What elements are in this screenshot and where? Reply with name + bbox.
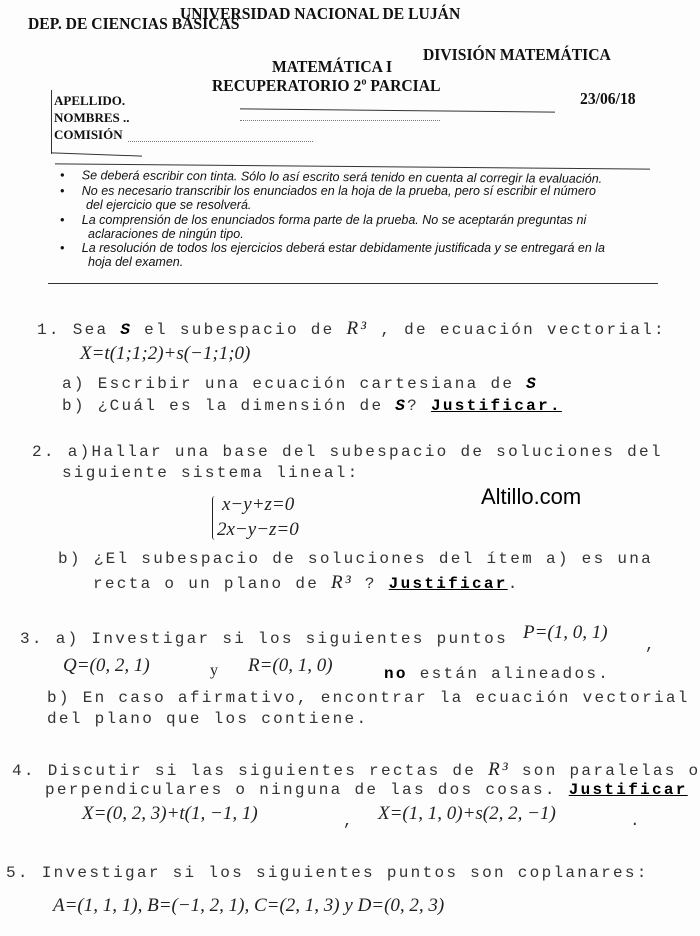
apellido-label: APELLIDO. xyxy=(54,93,126,108)
system-eq-1: x−y+z=0 xyxy=(222,494,295,515)
nombres-line[interactable] xyxy=(240,120,440,121)
division: DIVISIÓN MATEMÁTICA xyxy=(423,45,611,64)
exercise-3-a: 3. a) Investigar si los siguientes puntos xyxy=(20,630,508,648)
instruction-3: La comprensión de los enunciados forma parte de la prueba. No se aceptarán preguntas ni xyxy=(81,212,587,227)
system-brace xyxy=(212,496,215,540)
exercise-5-points: A=(1, 1, 1), B=(−1, 2, 1), C=(2, 1, 3) y D=(0, 2, 3) xyxy=(53,895,445,916)
exercise-3-b-cont: del plano que los contiene. xyxy=(47,710,369,728)
dot: . xyxy=(630,812,642,830)
comma: , xyxy=(343,812,355,830)
line-1: X=(0, 2, 3)+t(1, −1, 1) xyxy=(82,803,258,824)
instruction-2: No es necesario transcribir los enunciados en la hoja de la prueba, pero sí escribir el número xyxy=(81,184,596,199)
instruction-4: La resolución de todos los ejercicios deberá estar debidamente justificada y se entregará en la xyxy=(81,241,605,256)
point-R: R=(0, 1, 0) xyxy=(248,655,333,676)
exercise-1-statement: 1. Sea S el subespacio de R³ , de ecuación vectorial: xyxy=(37,318,666,339)
exercise-1-a: a) Escribir una ecuación cartesiana de S xyxy=(62,375,539,393)
comision-line[interactable] xyxy=(128,141,313,142)
line-2: X=(1, 1, 0)+s(2, 2, −1) xyxy=(378,803,556,824)
comision-label: COMISIÓN xyxy=(54,127,123,142)
department: DEP. DE CIENCIAS BÁSICAS xyxy=(28,14,240,33)
field-box-border xyxy=(51,90,52,154)
watermark: Altillo.com xyxy=(481,484,582,509)
instructions: • Se deberá escribir con tinta. Sólo lo así escrito será tenido en cuenta al corregir la evaluación. • No es necesario transcribir los enunciados en la hoja de la prueba, pero sí escribir el número del ejercicio que se resolverá. • La comprensión de los enunciados forma parte de la prueba. No se aceptarán preguntas ni aclaraciones de ningún tipo. • La resolución de todos los ejercicios deberá estar debidamente justificada y se entregará en la hoja del examen. xyxy=(59,168,605,270)
exercise-2-a: 2. a)Hallar una base del subespacio de soluciones del xyxy=(32,443,663,461)
exercise-1-b: b) ¿Cuál es la dimensión de S? Justificar. xyxy=(62,397,562,415)
exercise-2-b-cont: recta o un plano de R³ ? Justificar. xyxy=(93,572,520,593)
exercise-4-cont: perpendiculares o ninguna de las dos cosas. Justificar xyxy=(45,781,688,799)
exam-date: 23/06/18 xyxy=(580,89,636,108)
nombres-label: NOMBRES .. xyxy=(54,110,130,125)
exam-title: RECUPERATORIO 2º PARCIAL xyxy=(212,76,441,95)
exercise-4-statement: 4. Discutir si las siguientes rectas de R³ son paralelas o xyxy=(12,759,700,780)
exercise-3-b: b) En caso afirmativo, encontrar la ecuación vectorial xyxy=(47,689,690,707)
point-Q: Q=(0, 2, 1) xyxy=(63,655,150,676)
comma: , xyxy=(645,636,657,654)
apellido-line[interactable] xyxy=(240,108,555,112)
instruction-4-cont: hoja del examen. xyxy=(88,255,184,270)
conjunction-y: y xyxy=(210,662,218,679)
divider-bottom xyxy=(48,283,658,284)
course-title: MATEMÁTICA I xyxy=(272,57,393,76)
instruction-1: Se deberá escribir con tinta. Sólo lo así escrito será tenido en cuenta al corregir la evaluación. xyxy=(81,168,603,186)
exercise-2-b: b) ¿El subespacio de soluciones del ítem a) es una xyxy=(58,550,654,568)
instruction-3-cont: aclaraciones de ningún tipo. xyxy=(88,226,244,241)
exercise-1-equation: X=t(1;1;2)+s(−1;1;0) xyxy=(80,343,251,364)
point-P: P=(1, 0, 1) xyxy=(523,622,608,643)
exercise-5-statement: 5. Investigar si los siguientes puntos son coplanares: xyxy=(6,864,649,882)
instruction-2-cont: del ejercicio que se resolverá. xyxy=(86,198,252,213)
system-eq-2: 2x−y−z=0 xyxy=(217,519,299,540)
exercise-3-a-cont: no están alineados. xyxy=(384,665,611,683)
box-bottom xyxy=(52,152,142,156)
university-title: UNIVERSIDAD NACIONAL DE LUJÁN xyxy=(180,4,461,23)
exercise-2-a-cont: siguiente sistema lineal: xyxy=(62,464,360,482)
